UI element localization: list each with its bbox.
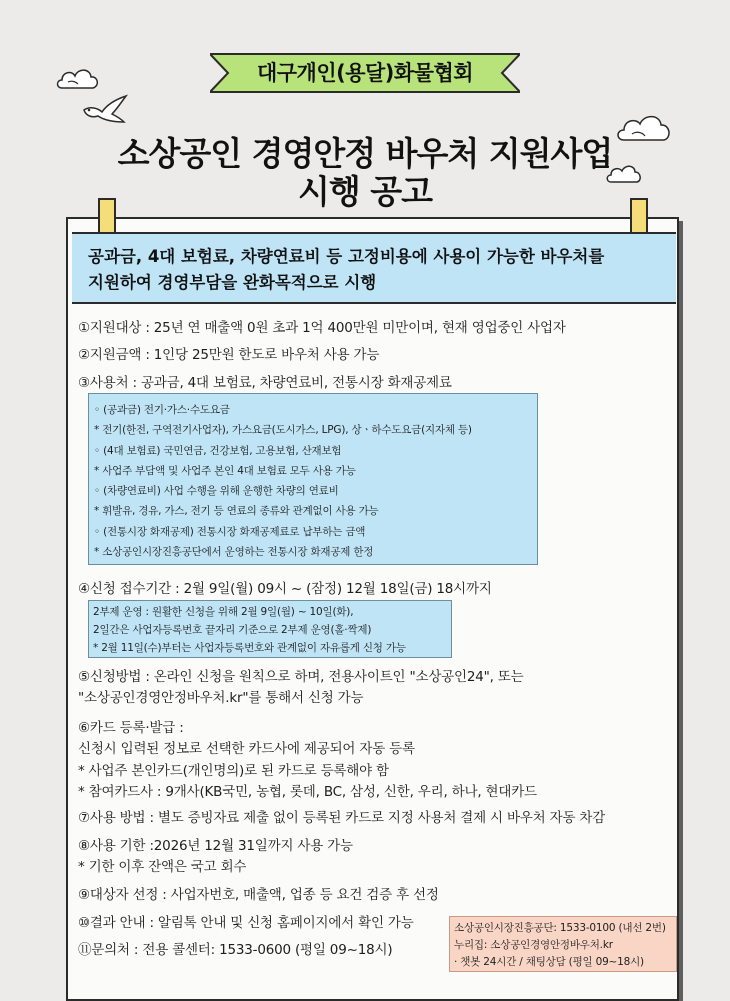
item-target: ①지원대상 : 25년 연 매출액 0원 초과 1억 400만원 미만이며, 현재 영업중인 사업자 [78, 320, 566, 336]
item-card-line: * 사업주 본인카드(개인명의)로 된 카드로 등록해야 함 [78, 763, 389, 779]
usage-detail-line: ◦ (공과금) 전기·가스·수도요금 [94, 404, 230, 416]
item-method: ⑤신청방법 : 온라인 신청을 원칙으로 하며, 전용사이트인 "소상공인24", 또는 [78, 669, 524, 685]
cloud-icon [54, 62, 102, 94]
period-detail-box [88, 600, 452, 658]
period-detail-line: * 2월 11일(수)부터는 사업자등록번호와 관계없이 자유롭게 신청 가능 [93, 642, 406, 654]
usage-detail-line: ◦ (4대 보험료) 국민연금, 건강보험, 고용보험, 산재보험 [94, 444, 342, 457]
usage-detail-line: ◦ (전통시장 화재공제) 전통시장 화재공제료로 납부하는 금액 [94, 525, 366, 538]
usage-detail-line: * 휘발유, 경유, 가스, 전기 등 연료의 종류와 관계없이 사용 가능 [94, 505, 379, 518]
item-period: ④신청 접수기간 : 2월 9일(월) 09시 ~ (잠정) 12월 18일(금) 18시까지 [78, 581, 492, 597]
item-deadline: ⑧사용 기한 :2026년 12월 31일까지 사용 가능 [78, 838, 353, 854]
purpose-banner [72, 232, 676, 304]
period-detail-line: 2일간은 사업자등록번호 끝자리 기준으로 2부제 운영(홀·짝제) [93, 624, 372, 636]
item-inquiry: ⑪문의처 : 전용 콜센터: 1533-0600 (평일 09~18시) [78, 942, 393, 958]
item-use-method: ⑦사용 방법 : 별도 증빙자료 제출 없이 등록된 카드로 지정 사용처 결제 시 바우처 자동 차감 [78, 810, 606, 826]
usage-detail-box [88, 393, 538, 565]
item-amount: ②지원금액 : 1인당 25만원 한도로 바우처 사용 가능 [78, 347, 380, 363]
item-result: ⑩결과 안내 : 알림톡 안내 및 신청 홈페이지에서 확인 가능 [78, 915, 414, 931]
period-detail-line: 2부제 운영 : 원활한 신청을 위해 2월 9일(월) ~ 10일(화), [93, 606, 354, 618]
item-usage: ③사용처 : 공과금, 4대 보험료, 차량연료비, 전통시장 화재공제료 [78, 375, 452, 391]
usage-detail-line: * 소상공인시장진흥공단에서 운영하는 전통시장 화재공제 한정 [94, 546, 374, 559]
item-card-line: 신청시 입력된 정보로 선택한 카드사에 제공되어 자동 등록 [78, 741, 415, 757]
org-ribbon [210, 52, 520, 94]
item-method-cont: "소상공인경영안정바우처.kr"를 통해서 신청 가능 [78, 690, 364, 706]
page-title: 소상공인 경영안정 바우처 지원사업 [117, 134, 613, 173]
contact-line: · 챗봇 24시간 / 채팅상담 (평일 09~18시) [454, 956, 644, 968]
usage-detail-line: * 전기(한전, 구역전기사업자), 가스요금(도시가스, LPG), 상ㆍ하수도요금(지자체 등) [94, 424, 472, 437]
org-name: 대구개인(용달)화물협회 [256, 61, 474, 85]
banner-line: 지원하여 경영부담을 완화목적으로 시행 [88, 273, 377, 292]
contact-box [449, 916, 677, 972]
banner-line: 공과금, 4대 보험료, 차량연료비 등 고정비용에 사용이 가능한 바우처를 [88, 247, 605, 266]
item-card-title: ⑥카드 등록·발급 : [78, 720, 184, 736]
item-selection: ⑨대상자 선정 : 사업자번호, 매출액, 업종 등 요건 검증 후 선정 [78, 887, 439, 903]
page-subtitle: 시행 공고 [297, 172, 432, 211]
item-card-line: * 참여카드사 : 9개사(KB국민, 농협, 롯데, BC, 삼성, 신한, 우리, 하나, 현대카드 [78, 784, 537, 800]
usage-detail-line: * 사업주 부담액 및 사업주 본인 4대 보험료 모두 사용 가능 [94, 464, 356, 477]
contact-line: 소상공인시장진흥공단: 1533-0100 (내선 2번) [454, 922, 666, 934]
usage-detail-line: ◦ (차량연료비) 사업 수행을 위해 운행한 차량의 연료비 [94, 485, 339, 498]
bird-icon [80, 92, 132, 126]
item-deadline-note: * 기한 이후 잔액은 국고 회수 [78, 859, 247, 875]
contact-line: 누리집: 소상공인경영안정바우처.kr [454, 939, 613, 951]
